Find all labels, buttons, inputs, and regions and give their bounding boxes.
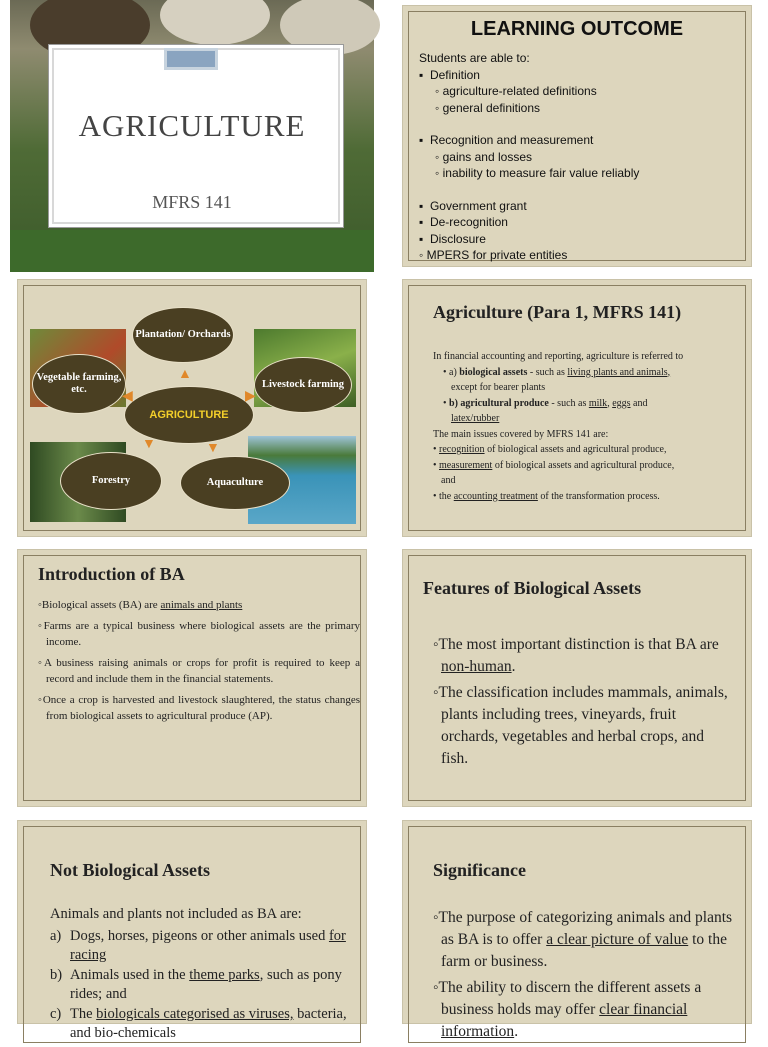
- arrow-down-right-icon: ▼: [206, 441, 220, 456]
- list-item: ▪ Definition: [419, 67, 480, 82]
- learning-outcome-slide: [402, 5, 752, 267]
- learning-outcome-heading: LEARNING OUTCOME: [470, 18, 684, 40]
- significance-slide: [402, 820, 752, 1040]
- list-item-continuation: except for bearer plants: [451, 382, 546, 393]
- slide-body: [433, 349, 733, 504]
- list-item: ◦The classification includes mammals, animals, plants including trees, vineyards, fruit orchards, vegetables and herbal crops, and fish.: [433, 684, 728, 767]
- list-item: ◦ general definitions: [435, 100, 541, 115]
- sheep-image: [280, 0, 380, 55]
- arrow-left-icon: ◀: [122, 389, 133, 404]
- list-item: ◦A business raising animals or crops for profit is required to keep a record and include them in the financial statements.: [38, 656, 360, 685]
- list-item-continuation: and: [441, 475, 456, 486]
- title-tab-decoration: [164, 48, 218, 70]
- intro-text: Students are able to:: [419, 51, 530, 65]
- slide-heading: Not Biological Assets: [50, 860, 210, 880]
- node-agriculture-center: AGRICULTURE: [124, 386, 254, 444]
- sheep-image: [160, 0, 270, 45]
- slide-frame: [23, 555, 361, 801]
- slide-frame: [408, 555, 746, 801]
- list-item: ▪ Government grant: [419, 198, 527, 213]
- list-item: c) The biologicals categorised as viruses, bacteria, and bio-chemicals: [50, 1006, 347, 1041]
- list-item: ◦The most important distinction is that BA are non-human.: [433, 636, 719, 675]
- slide-heading: Features of Biological Assets: [423, 578, 642, 598]
- list-item: ◦The purpose of categorizing animals and plants as BA is to offer a clear picture of value to the farm or business.: [433, 909, 733, 970]
- list-item: • a) biological assets - such as living plants and animals,: [443, 366, 671, 378]
- title-slide: [10, 0, 374, 272]
- paragraph: The main issues covered by MFRS 141 are:: [433, 428, 609, 440]
- list-item: • recognition of biological assets and agricultural produce,: [433, 444, 667, 455]
- intro-ba-slide: [17, 549, 367, 807]
- node-forestry: Forestry: [60, 452, 162, 510]
- list-item: ◦ agriculture-related definitions: [435, 84, 597, 98]
- list-item-continuation: latex/rubber: [451, 413, 500, 424]
- slide-body: [50, 905, 350, 1044]
- list-item: • the accounting treatment of the transformation process.: [433, 490, 660, 502]
- slide-frame: [408, 11, 746, 261]
- list-item: ◦Biological assets (BA) are animals and plants: [38, 599, 243, 611]
- paragraph: In financial accounting and reporting, agriculture is referred to: [433, 351, 684, 362]
- slide-body: [433, 907, 733, 1047]
- list-item: ◦ MPERS for private entities: [419, 248, 568, 262]
- list-item: ▪ De-recognition: [419, 215, 508, 229]
- slide-heading: Agriculture (Para 1, MFRS 141): [433, 302, 682, 322]
- node-aquaculture: Aquaculture: [180, 456, 290, 510]
- list-item: ◦ inability to measure fair value reliably: [435, 166, 640, 180]
- list-item: ▪ Disclosure: [419, 231, 486, 246]
- list-item: ◦Once a crop is harvested and livestock slaughtered, the status changes from biological assets to agricultural produce (AP).: [38, 693, 360, 722]
- node-plantation: Plantation/ Orchards: [132, 307, 234, 363]
- node-vegetable: Vegetable farming, etc.: [32, 354, 126, 414]
- node-livestock: Livestock farming: [254, 357, 352, 413]
- slide-heading: Significance: [433, 860, 526, 880]
- slide-frame: [23, 826, 361, 1043]
- slide-body: [433, 634, 733, 774]
- list-item: • measurement of biological assets and agricultural produce,: [433, 459, 675, 471]
- slide-subtitle: MFRS 141: [152, 192, 232, 212]
- list-item: b) Animals used in the theme parks, such as pony rides; and: [50, 967, 342, 1002]
- slide-frame: [408, 826, 746, 1043]
- learning-outcome-list: [419, 50, 639, 264]
- grass-image: [10, 230, 374, 272]
- slide-frame: [408, 285, 746, 531]
- not-ba-slide: [17, 820, 367, 1041]
- arrow-down-left-icon: ▼: [142, 437, 156, 452]
- slide-body: [38, 597, 360, 729]
- paragraph: Animals and plants not included as BA are:: [50, 906, 302, 922]
- arrow-right-icon: ▶: [245, 389, 256, 404]
- list-item: a) Dogs, horses, pigeons or other animals used for racing: [50, 928, 346, 963]
- arrow-up-icon: ▲: [178, 367, 192, 382]
- agriculture-diagram-slide: [17, 279, 367, 537]
- list-item: ▪ Recognition and measurement: [419, 133, 594, 147]
- list-item: ◦The ability to discern the different assets a business holds may offer clear financial information.: [433, 979, 702, 1040]
- features-slide: [402, 549, 752, 807]
- list-item: ◦Farms are a typical business where biological assets are the primary income.: [38, 619, 360, 648]
- list-item: • b) agricultural produce - such as milk, eggs and: [443, 397, 648, 409]
- slide-title: AGRICULTURE: [78, 108, 306, 143]
- list-item: ◦ gains and losses: [435, 149, 532, 164]
- agriculture-definition-slide: [402, 279, 752, 537]
- slide-heading: Introduction of BA: [38, 564, 185, 584]
